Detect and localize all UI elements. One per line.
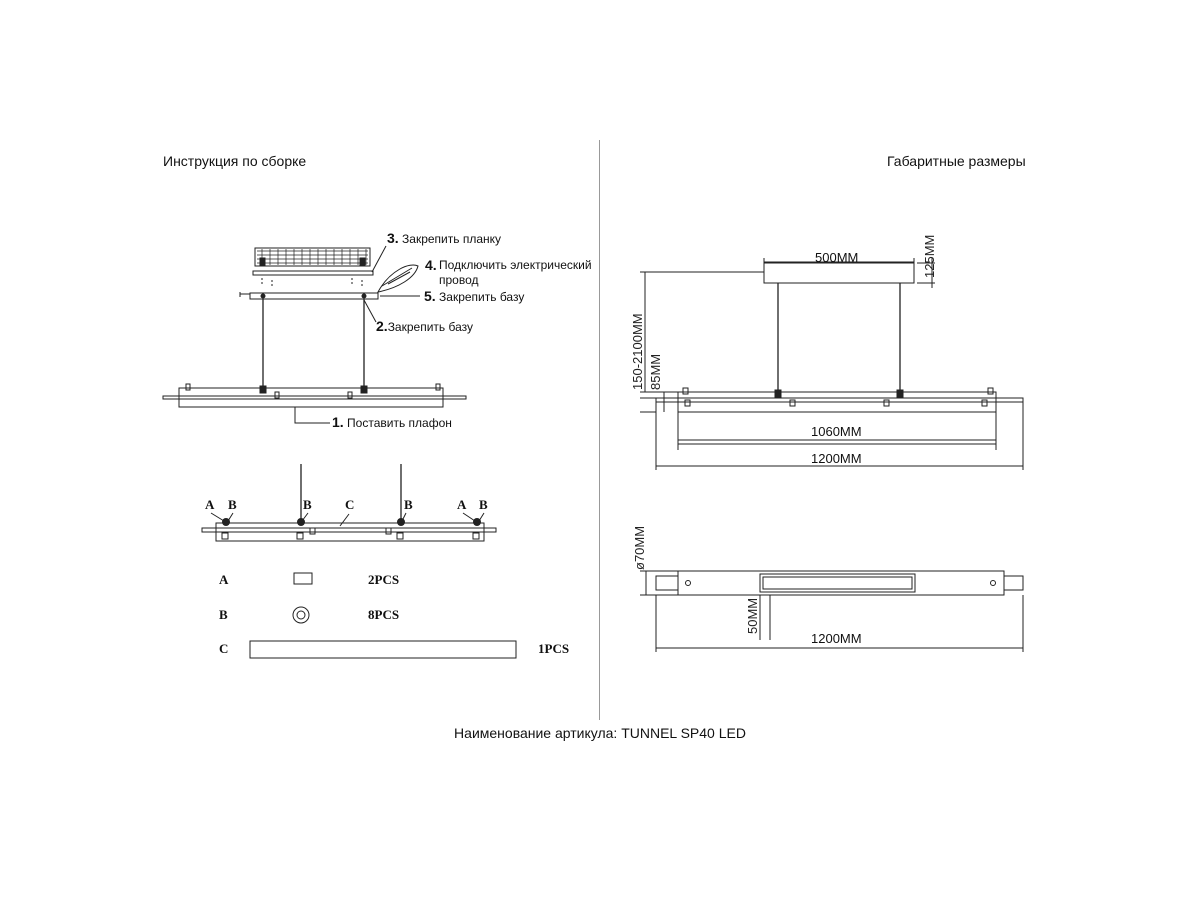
assembly-title: Инструкция по сборке: [163, 153, 307, 169]
part-c-qty: 1PCS: [538, 641, 570, 656]
dimensions-title: Габаритные размеры: [887, 153, 1026, 169]
dim-total-length: 1200MM: [811, 451, 862, 466]
step-4: 4. Подключить электрический провод: [425, 257, 592, 287]
part-a-letter: A: [219, 572, 229, 587]
part-b-letter: B: [219, 607, 228, 622]
dim-canopy-width: 500MM: [815, 250, 859, 265]
label-a-left: A: [205, 497, 215, 512]
label-b-right: B: [479, 497, 488, 512]
step-1: 1. Поставить плафон: [332, 414, 452, 430]
article-name: Наименование артикула: TUNNEL SP40 LED: [454, 725, 746, 741]
part-a-qty: 2PCS: [368, 572, 400, 587]
part-c-letter: C: [219, 641, 229, 656]
dim-profile-height: 50MM: [745, 597, 760, 634]
dim-canopy-height: 125MM: [922, 234, 937, 278]
label-b-mid-right: B: [404, 497, 413, 512]
dim-bottom-length: 1200MM: [811, 631, 862, 646]
dim-suspension: 150-2100MM: [630, 313, 645, 390]
step-3: 3. Закрепить планку: [387, 230, 502, 246]
step-2: 2.Закрепить базу: [376, 318, 473, 334]
dim-inner-length: 1060MM: [811, 424, 862, 439]
dim-diameter: ø70MM: [632, 525, 647, 570]
label-b-left: B: [228, 497, 237, 512]
label-b-mid-left: B: [303, 497, 312, 512]
part-b-qty: 8PCS: [368, 607, 400, 622]
label-a-right: A: [457, 497, 467, 512]
label-c: C: [345, 497, 355, 512]
dim-body-height: 85MM: [648, 353, 663, 390]
step-5: 5. Закрепить базу: [424, 288, 525, 304]
